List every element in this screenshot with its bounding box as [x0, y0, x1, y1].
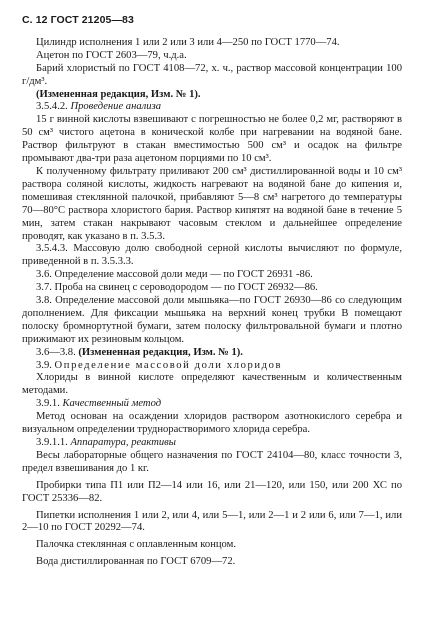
section-number: 3.9.1. — [36, 398, 60, 410]
paragraph-chlorides-methods: Хлориды в винной кислоте определяют качественным и количественным методами. — [22, 372, 402, 397]
section-heading-qualitative — [22, 398, 402, 411]
paragraph-3-6: 3.6. Определение массовой доли меди — по ГОСТ 26931 -86. — [36, 269, 313, 281]
paragraph-cylinder: Цилиндр исполнения 1 или 2 или 3 или 4—250 по ГОСТ 1770—74. — [36, 36, 340, 48]
section-number: 3.5.4.2. — [36, 101, 68, 113]
page-header: С. 12 ГОСТ 21205—83 — [22, 14, 134, 26]
paragraph-3-7: 3.7. Проба на свинец с сероводородом — по ГОСТ 26932—86. — [36, 282, 318, 294]
paragraph-scales: Весы лабораторные общего назначения по ГОСТ 24104—80, класс точности 3, предел взвешивания до 1 кг. — [22, 449, 402, 474]
paragraph-3-5-4-3: 3.5.4.3. Массовую долю свободной серной кислоты вычисляют по формуле, приведенной в п. 3.5.3.3. — [22, 243, 402, 268]
paragraph-procedure-1: 15 г винной кислоты взвешивают с погрешностью не более 0,2 мг, растворяют в 50 см³ чистого ацетона в конической колбе при нагревании на водяной бане. Раствор фильтруют в стакан вместимостью 500 см³ и осадок на фильтре промывают два-три раза ацетоном порциями по 10 см³. — [22, 114, 402, 165]
paragraph-acetone: Ацетон по ГОСТ 2603—79, ч.д.а. — [36, 49, 187, 61]
section-title: Аппаратура, реактивы — [70, 437, 176, 448]
paragraph-test-tubes: Пробирки типа П1 или П2—14 или 16, или 21—120, или 150, или 200 ХС по ГОСТ 25336—82. — [22, 479, 402, 504]
paragraph-distilled-water: Вода дистиллированная по ГОСТ 6709—72. — [36, 556, 236, 568]
paragraph-method-basis: Метод основан на осаждении хлоридов раствором азотнокислого серебра и визуальном определении труднорастворимого хлорида серебра. — [22, 411, 402, 436]
section-title: Качественный метод — [62, 398, 162, 410]
amendment-note: (Измененная редакция, Изм. № 1). — [36, 88, 201, 100]
section-number: 3.9. — [36, 359, 52, 371]
document-page — [22, 14, 402, 569]
paragraph-pipettes: Пипетки исполнения 1 или 2, или 4, или 5—1, или 2—1 и 2 или 6, или 7—1, или 2—10 по ГОСТ 20292—74. — [22, 509, 402, 534]
section-number: 3.6—3.8. — [36, 346, 76, 358]
paragraph-3-8: 3.8. Определение массовой доли мышьяка—по ГОСТ 26930—86 со следующим дополнением. Для фиксации мышьяка на верхний конец трубки В помещают полоску бромнортутной бумаги, затем полоску фильтровальной бумаги и плотно прижимают их резиновым кольцом. — [22, 295, 402, 345]
paragraph-barium-chloride: Барий хлористый по ГОСТ 4108—72, х. ч., раствор массовой концентрации 100 г/дм³. — [22, 62, 402, 87]
paragraph-glass-rod: Палочка стеклянная с оплавленным концом. — [36, 539, 236, 551]
section-number: 3.9.1.1. — [36, 437, 68, 448]
amendment-text: (Измененная редакция, Изм. № 1). — [78, 346, 243, 358]
section-title: Определение массовой доли хлоридов — [54, 359, 283, 371]
section-title: Проведение анализа — [70, 101, 162, 113]
paragraph-procedure-2: К полученному фильтрату приливают 200 см³ дистиллированной воды и 10 см³ раствора соляной кислоты, жидкость нагревают на водяной бане до кипения и, помешивая стеклянной палочкой, прибавляют 5—8 см³ нагретого до температуры 70—80°С раствора хлористого бария. Раствор кипятят на водяной бане в течение 5 мин, затем стакан накрывают часовым стеклом и дальнейшее определение проводят, как указано в п. 3.5.3. — [22, 165, 402, 242]
section-heading-chlorides — [22, 360, 402, 373]
amendment-note-3-6-3-8 — [22, 347, 402, 360]
section-heading-analysis — [22, 101, 402, 114]
section-heading-apparatus — [22, 437, 402, 450]
